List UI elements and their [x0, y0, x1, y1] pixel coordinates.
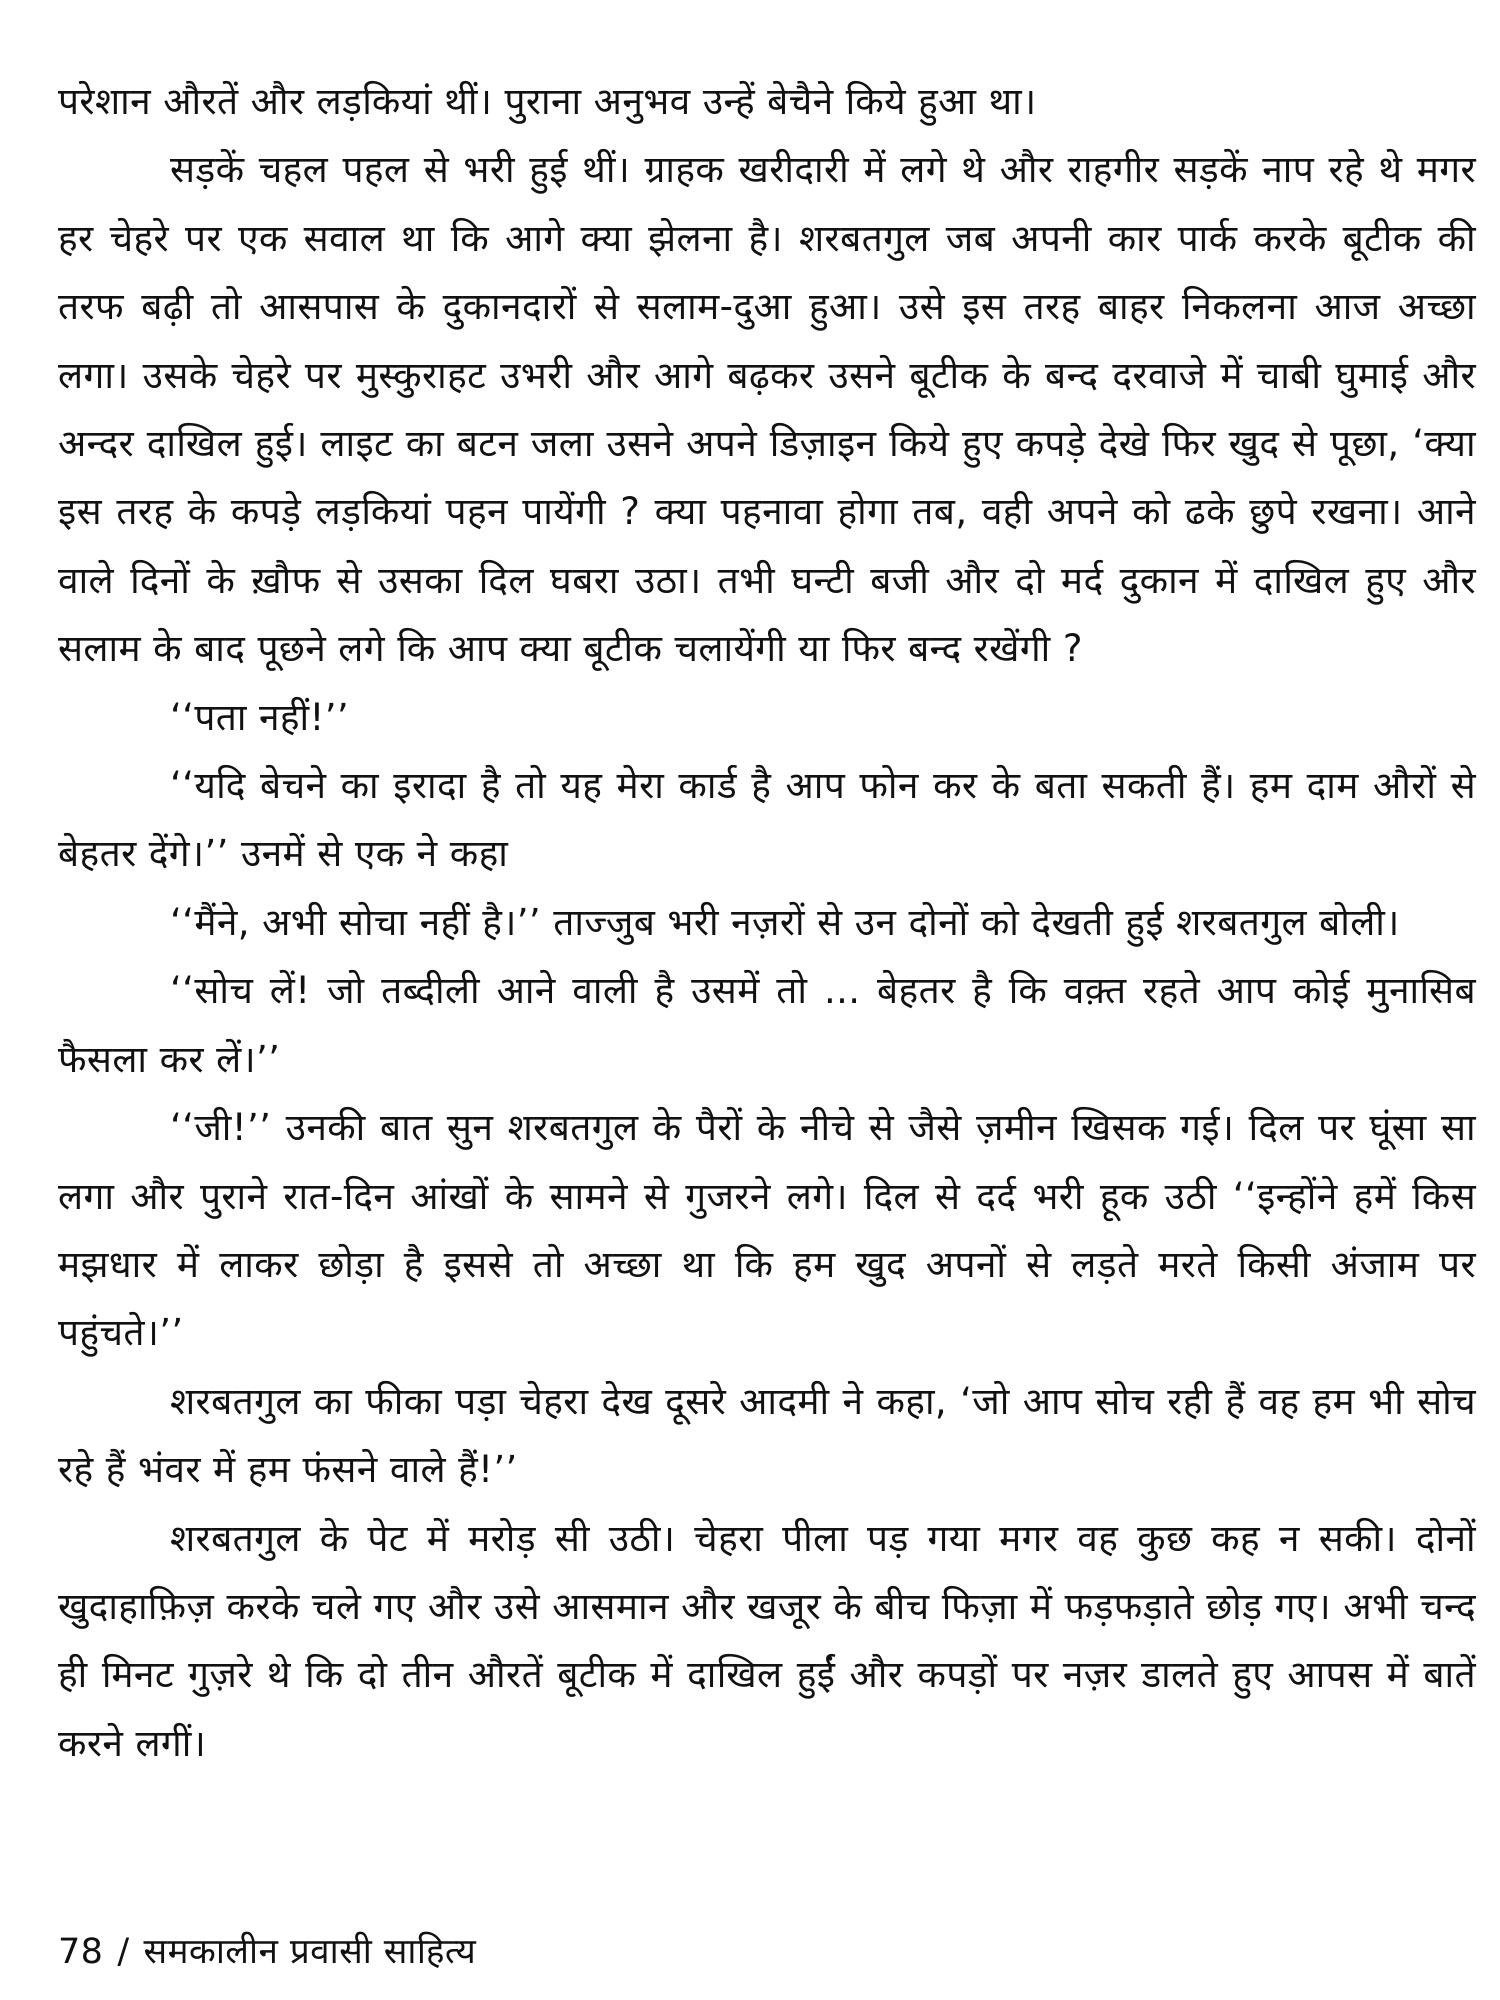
footer-separator: /	[117, 1932, 130, 1972]
paragraph-ground-slipped: ‘‘जी!’’ उनकी बात सुन शरबतगुल के पैरों के नीचे से जैसे ज़मीन खिसक गई। दिल पर घूंसा सा लगा और पुराने रात-दिन आंखों के सामने से गुजरने लगे। दिल से दर्द भरी हूक उठी ‘‘इन्होंने हमें किस मझधार में लाकर छोड़ा है इससे तो अच्छा था कि हम खुद अपनों से लड़ते मरते किसी अंजाम पर पहुंचते।’’	[58, 1106, 1476, 1355]
dialogue-business-card: ‘‘यदि बेचने का इरादा है तो यह मेरा कार्ड है आप फोन कर के बता सकती हैं। हम दाम औरों से बेहतर देंगे।’’ उनमें से एक ने कहा	[58, 764, 1476, 876]
paragraph-women-enter: शरबतगुल के पेट में मरोड़ सी उठी। चेहरा पीला पड़ गया मगर वह कुछ कह न सकी। दोनों खुदाहाफ़िज़ करके चले गए और उसे आसमान और खजूर के बीच फिज़ा में फड़फड़ाते छोड़ गए। अभी चन्द ही मिनट गुज़रे थे कि दो तीन औरतें बूटीक में दाखिल हुईं और कपड़ों पर नज़र डालते हुए आपस में बातें करने लगीं।	[58, 1516, 1476, 1765]
page-body	[58, 68, 1476, 1928]
body-text	[58, 68, 1476, 1778]
page-number: 78	[58, 1932, 104, 1972]
dialogue-pata-nahin: ‘‘पता नहीं!’’	[170, 695, 350, 739]
paragraph-second-man: शरबतगुल का फीका पड़ा चेहरा देख दूसरे आदमी ने कहा, ‘जो आप सोच रही हैं वह हम भी सोच रहे हैं भंवर में हम फंसने वाले हैं!’’	[58, 1379, 1476, 1492]
dialogue-think-it-over: ‘‘सोच लें! जो तब्दीली आने वाली है उसमें तो ... बेहतर है कि वक़्त रहते आप कोई मुनासिब फैसला कर लें।’’	[58, 969, 1476, 1081]
paragraph-continuation: परेशान औरतें और लड़कियां थीं। पुराना अनुभव उन्हें बेचैने किये हुआ था।	[58, 80, 1037, 123]
book-title: समकालीन प्रवासी साहित्य	[143, 1932, 477, 1972]
dialogue-not-decided: ‘‘मैंने, अभी सोचा नहीं है।’’ ताज्जुब भरी नज़रों से उन दोनों को देखती हुई शरबतगुल बोली।	[170, 900, 1400, 944]
page-footer	[58, 1930, 476, 1974]
paragraph-boutique-arrival: सड़कें चहल पहल से भरी हुई थीं। ग्राहक खरीदारी में लगे थे और राहगीर सड़कें नाप रहे थे मगर हर चेहरे पर एक सवाल था कि आगे क्या झेलना है। शरबतगुल जब अपनी कार पार्क करके बूटीक की तरफ बढ़ी तो आसपास के दुकानदारों से सलाम-दुआ हुआ। उसे इस तरह बाहर निकलना आज अच्छा लगा। उसके चेहरे पर मुस्कुराहट उभरी और आगे बढ़कर उसने बूटीक के बन्द दरवाजे में चाबी घुमाई और अन्दर दाखिल हुई। लाइट का बटन जला उसने अपने डिज़ाइन किये हुए कपड़े देखे फिर खुद से पूछा, ‘क्या इस तरह के कपड़े लड़कियां पहन पायेंगी ? क्या पहनावा होगा तब, वही अपने को ढके छुपे रखना। आने वाले दिनों के ख़ौफ से उसका दिल घबरा उठा। तभी घन्टी बजी और दो मर्द दुकान में दाखिल हुए और सलाम के बाद पूछने लगे कि आप क्या बूटीक चलायेंगी या फिर बन्द रखेंगी ?	[58, 148, 1476, 671]
